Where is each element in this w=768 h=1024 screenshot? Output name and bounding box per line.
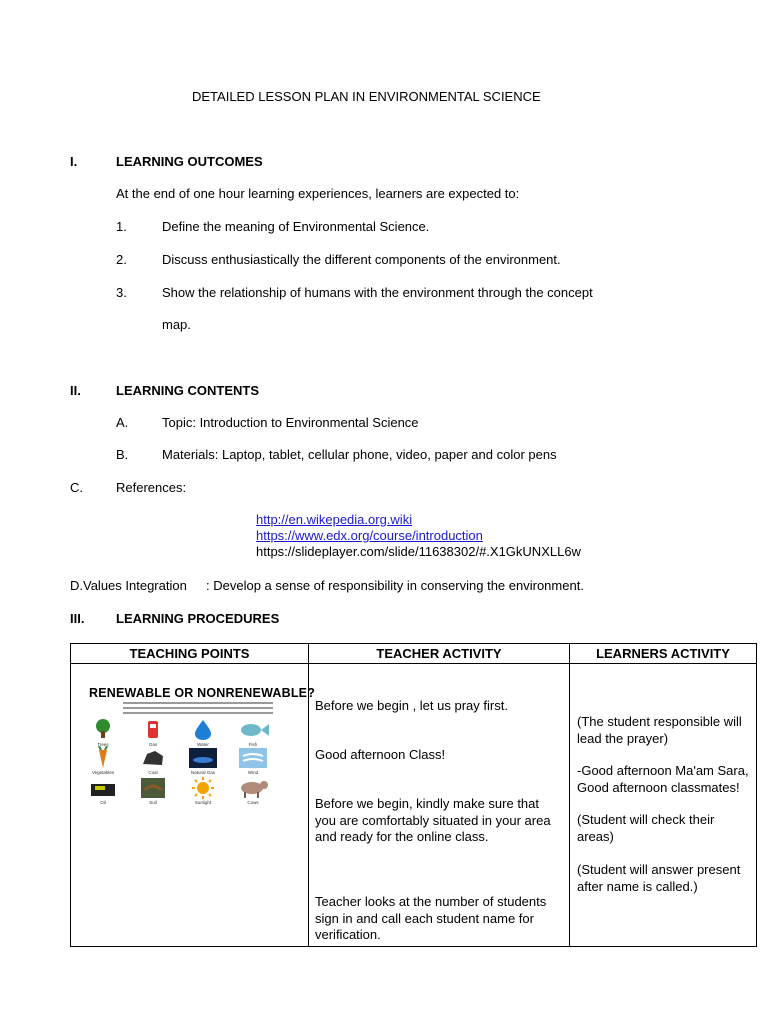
section-1-numeral: I. — [70, 154, 78, 169]
outcome-3-continuation: map. — [162, 317, 191, 332]
materials-label: B. — [116, 447, 129, 462]
cows-icon: Cows — [235, 776, 271, 806]
worksheet-title: RENEWABLE OR NONRENEWABLE? — [89, 686, 316, 700]
fish-icon: Fish — [235, 718, 271, 748]
table-row — [71, 664, 757, 947]
topic-text: Topic: Introduction to Environmental Science — [162, 415, 419, 430]
section-2-numeral: II. — [70, 383, 81, 398]
outcome-3-text: Show the relationship of humans with the environment through the concept — [162, 285, 593, 300]
outcome-1-text: Define the meaning of Environmental Science. — [162, 219, 430, 234]
coal-icon: Coal — [135, 746, 171, 776]
renewable-worksheet-image — [81, 684, 316, 806]
learners-activity-cell — [570, 664, 757, 947]
section-3-heading: LEARNING PROCEDURES — [116, 611, 280, 626]
reference-link-2[interactable]: https://www.edx.org/course/introduction — [256, 528, 483, 543]
section-3-numeral: III. — [70, 611, 85, 626]
references-heading: References: — [116, 480, 187, 495]
vegetables-icon: Vegetables — [85, 746, 121, 776]
trees-icon: Trees — [85, 718, 121, 748]
soil-icon: Soil — [135, 776, 171, 806]
teacher-prayer: Before we begin , let us pray first. — [315, 698, 508, 713]
water-icon: Water — [185, 718, 221, 748]
learners-attendance: (Student will answer present after name is called.) — [577, 862, 741, 894]
learners-prayer: (The student responsible will lead the prayer) — [577, 714, 742, 746]
materials-text: Materials: Laptop, tablet, cellular phone, video, paper and color pens — [162, 447, 557, 462]
document-title: DETAILED LESSON PLAN IN ENVIRONMENTAL SCIENCE — [192, 89, 541, 104]
worksheet-instructions — [123, 702, 273, 716]
teacher-greeting: Good afternoon Class! — [315, 747, 446, 762]
outcome-1-number: 1. — [116, 219, 127, 234]
table-header-row — [71, 644, 757, 664]
sunlight-icon: Sunlight — [185, 776, 221, 806]
outcome-2-text: Discuss enthusiastically the different components of the environment. — [162, 252, 561, 267]
wind-icon: Wind — [235, 746, 271, 776]
outcome-2-number: 2. — [116, 252, 127, 267]
header-learners-activity: LEARNERS ACTIVITY — [570, 644, 757, 664]
section-2-heading: LEARNING CONTENTS — [116, 383, 259, 398]
header-teaching-points: TEACHING POINTS — [71, 644, 309, 664]
oil-icon: Oil — [85, 776, 121, 806]
teacher-check-area: Before we begin, kindly make sure that you are comfortably situated in your area and ready for the online class. — [315, 796, 551, 844]
learners-check-area: (Student will check their areas) — [577, 812, 715, 844]
outcome-3-number: 3. — [116, 285, 127, 300]
learners-greeting: -Good afternoon Ma'am Sara, Good afternoon classmates! — [577, 763, 749, 795]
values-integration-text: : Develop a sense of responsibility in conserving the environment. — [206, 578, 584, 593]
teaching-points-cell — [71, 664, 316, 947]
gas-icon: Gas — [135, 718, 171, 748]
values-integration-label: D.Values Integration — [70, 578, 187, 593]
teacher-attendance: Teacher looks at the number of students sign in and call each student name for verification. — [315, 894, 547, 942]
references-label: C. — [70, 480, 83, 495]
header-teacher-activity: TEACHER ACTIVITY — [309, 644, 570, 664]
learning-procedures-table — [70, 643, 757, 947]
outcomes-intro: At the end of one hour learning experiences, learners are expected to: — [116, 186, 520, 201]
section-1-heading: LEARNING OUTCOMES — [116, 154, 263, 169]
teacher-activity-cell — [309, 664, 570, 947]
reference-link-1[interactable]: http://en.wikepedia.org.wiki — [256, 512, 413, 527]
topic-label: A. — [116, 415, 129, 430]
reference-3: https://slideplayer.com/slide/11638302/#.X1GkUNXLL6w — [256, 544, 581, 559]
natural-gas-icon: Natural Gas — [185, 746, 221, 776]
